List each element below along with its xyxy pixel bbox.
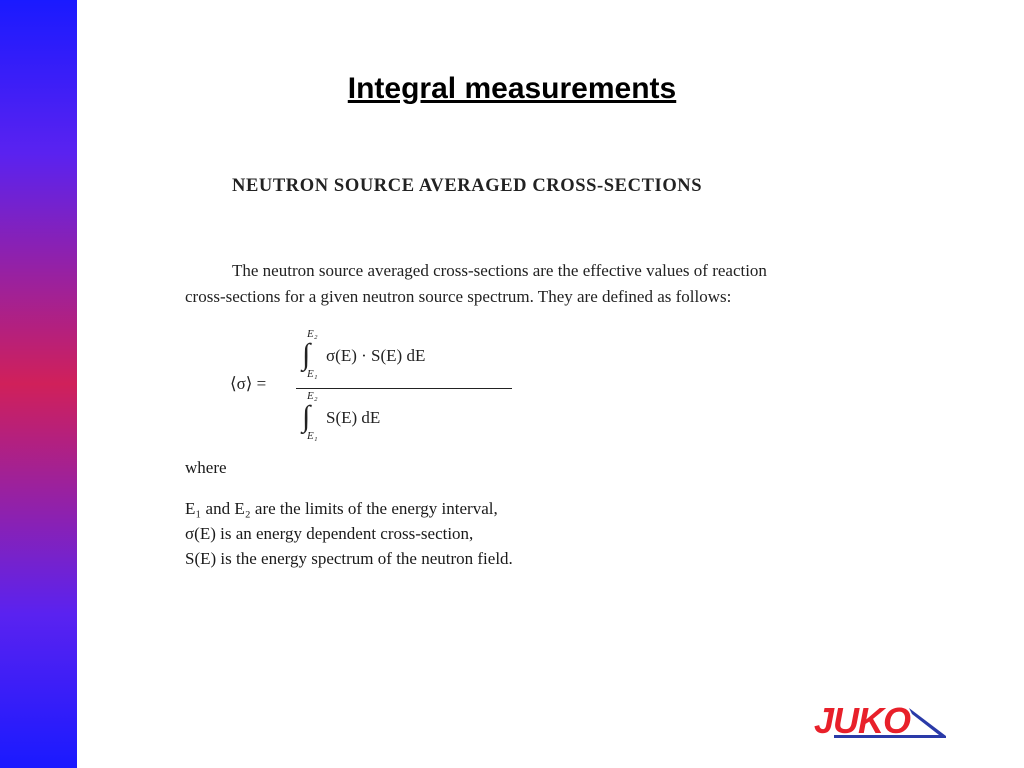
formula-lhs: ⟨σ⟩ =	[230, 374, 267, 393]
document-paragraph	[185, 258, 865, 310]
paragraph-line-2: cross-sections for a given neutron source spectrum. They are defined as follows:	[185, 287, 732, 306]
fraction-line	[296, 388, 512, 389]
denominator-lower-limit: E₁	[307, 430, 318, 442]
numerator-upper-limit: E₂	[307, 328, 318, 340]
definition-spectrum: S(E) is the energy spectrum of the neutron field.	[185, 549, 513, 568]
definition-energy-limits: E₁ and E₂ are the limits of the energy interval,	[185, 499, 498, 518]
scanned-document	[150, 160, 870, 600]
where-label: where	[185, 458, 227, 477]
denominator-integral-sign: ∫	[302, 400, 311, 433]
logo-text: JUKO	[814, 700, 911, 741]
definitions-list	[185, 496, 513, 571]
juko-logo	[814, 700, 949, 745]
numerator-integral-sign: ∫	[302, 338, 311, 371]
definition-cross-section: σ(E) is an energy dependent cross-section,	[185, 524, 474, 543]
numerator-lower-limit: E₁	[307, 368, 318, 380]
sidebar-gradient	[0, 0, 77, 768]
paragraph-line-1: The neutron source averaged cross-sections are the effective values of reaction	[232, 261, 767, 280]
denominator-upper-limit: E₂	[307, 390, 318, 402]
formula-numerator: σ(E) · S(E) dE	[326, 346, 426, 365]
cross-section-formula	[230, 328, 530, 448]
formula-denominator: S(E) dE	[326, 408, 381, 427]
slide-title: Integral measurements	[347, 72, 677, 105]
document-heading: NEUTRON SOURCE AVERAGED CROSS-SECTIONS	[232, 176, 703, 196]
